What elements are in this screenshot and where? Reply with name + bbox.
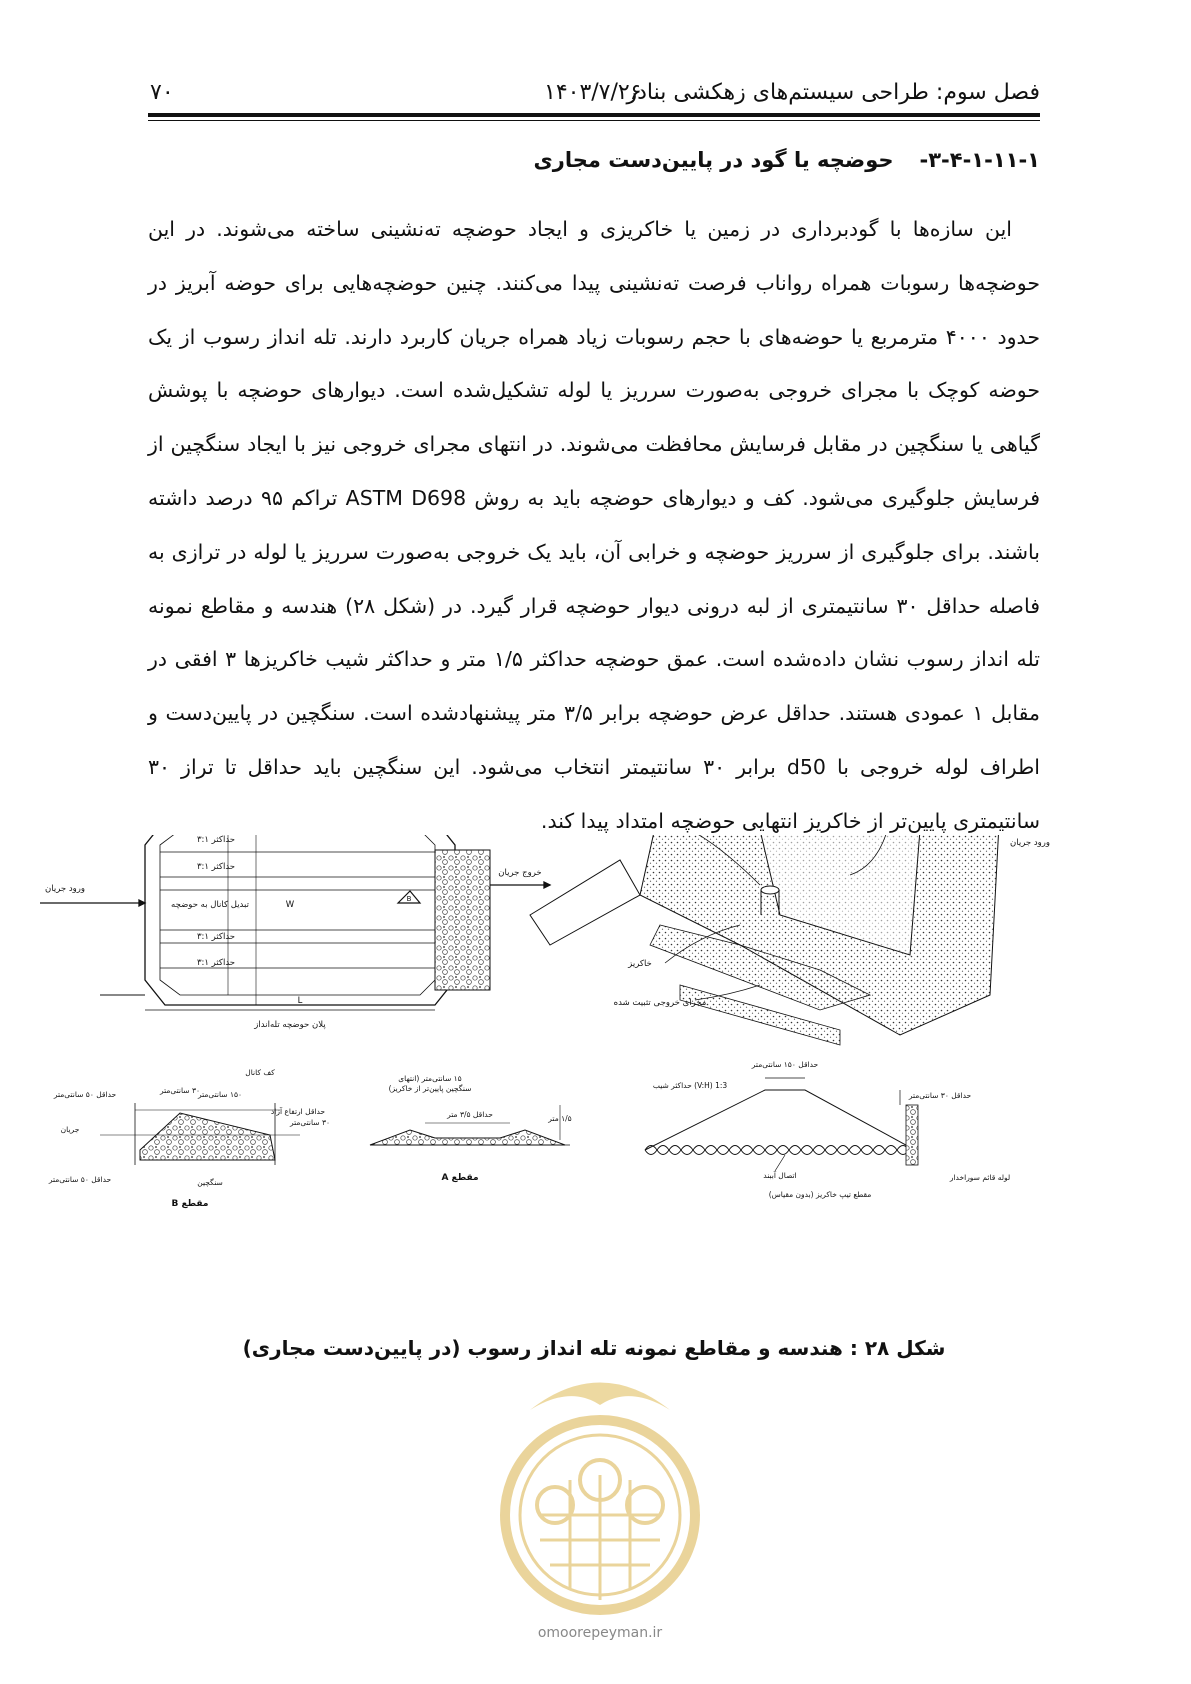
plan-w: W <box>285 900 295 910</box>
header-rule-thick <box>148 113 1040 117</box>
embankment-seal <box>645 1146 909 1155</box>
section-a-min-width: حداقل ۳/۵ متر <box>447 1110 493 1119</box>
figure-caption <box>148 1336 1040 1360</box>
section-b-free-height-value: ۳۰ سانتی‌متر <box>289 1118 331 1127</box>
embankment-labels <box>653 1060 1010 1199</box>
section-b-30cm: ۳۰ سانتی‌متر <box>159 1086 201 1095</box>
iso-stabilized-outlet-label: مجرای خروجی تثبیت شده <box>613 998 707 1008</box>
plan-l: L <box>297 996 303 1006</box>
caption-prefix: شکل ۲۸ : <box>842 1336 946 1360</box>
plan-outflow: خروج جریان <box>498 868 542 878</box>
plan-max-31-2: حداکثر ۳:۱ <box>196 862 236 872</box>
section-a-note2: سنگچین پایین‌تر از خاکریز) <box>388 1084 472 1093</box>
section-b-title: مقطع B <box>171 1199 209 1209</box>
plan-inner-outline <box>160 835 435 995</box>
perforated-riser-pipe <box>906 1105 918 1165</box>
section-a-note1: ۱۵ سانتی‌متر (انتهای <box>398 1074 462 1083</box>
plan-max-31-4: حداکثر ۳:۱ <box>196 958 236 968</box>
plan-channel-label: تبدیل کانال به حوضچه <box>171 900 249 910</box>
plan-max-31-1: حداکثر ۳:۱ <box>196 835 236 845</box>
watermark-logo <box>480 1365 720 1625</box>
caption-main: هندسه و مقاطع نمونه تله انداز رسوب <box>467 1336 843 1360</box>
plan-max-31-3: حداکثر ۳:۱ <box>196 932 236 942</box>
page-number: ۷۰ <box>150 80 174 105</box>
section-b-150cm: ۱۵۰ سانتی‌متر <box>197 1090 243 1099</box>
section-b-min-50-bottom: حداقل ۵۰ سانتی‌متر <box>48 1175 112 1184</box>
isometric-view <box>530 835 1000 1045</box>
plan-inflow: ورود جریان <box>45 884 85 894</box>
watermark-url: omoorepeyman.ir <box>537 1625 663 1641</box>
iso-pipe-icon <box>761 886 779 894</box>
figure-28 <box>40 835 1152 1330</box>
plan-marker-b: B <box>406 895 412 903</box>
plan-view <box>40 835 550 1010</box>
emb-min-30: حداقل ۳۰ سانتی‌متر <box>908 1091 972 1100</box>
page-header <box>148 72 1040 112</box>
emb-pipe: لوله قائم سوراخدار <box>949 1173 1011 1182</box>
iso-outlet-channel <box>530 860 640 945</box>
section-title: حوضچه یا گود در پایین‌دست مجاری <box>533 148 894 172</box>
body-paragraph <box>148 203 1040 849</box>
section-a-depth: ۱/۵ متر <box>548 1114 572 1123</box>
plan-outline <box>145 835 455 1005</box>
section-heading <box>534 148 1040 172</box>
section-number: ۳-۴-۱-۱۱-۱- <box>919 148 1040 172</box>
section-a-title: مقطع A <box>441 1173 479 1183</box>
emb-slope: 1:3 (V:H) حداکثر شیب <box>652 1081 728 1090</box>
section-a-labels <box>389 1074 572 1183</box>
watermark-seal-icon <box>480 1365 720 1625</box>
section-b-channel-bed: کف کانال <box>245 1068 275 1077</box>
section-b-flow: جریان <box>60 1125 80 1134</box>
section-b-riprap <box>140 1113 275 1160</box>
section-a-basin <box>370 1130 565 1145</box>
section-b-min-50-top: حداقل ۵۰ سانتی‌متر <box>53 1090 117 1099</box>
emb-min-150: حداقل ۱۵۰ سانتی‌متر <box>751 1060 819 1069</box>
iso-embankment: خاکریز <box>628 959 652 969</box>
emb-seal: اتصال آببند <box>763 1171 797 1180</box>
caption-suffix: (در پایین‌دست مجاری) <box>242 1336 468 1360</box>
plan-caption: پلان حوضچه تله‌انداز <box>254 1020 326 1030</box>
figure-drawing <box>40 835 1152 1330</box>
iso-inflow: ورود جریان <box>1010 838 1050 848</box>
section-b-free-height: حداقل ارتفاع آزاد <box>270 1107 326 1116</box>
header-rule-thin <box>148 120 1040 121</box>
plan-riprap <box>435 850 490 990</box>
body-text: این سازه‌ها با گودبرداری در زمین یا خاکریزی و ایجاد حوضچه ته‌نشینی ساخته می‌شوند. در این حوضچه‌ها رسوبات همراه رواناب فرصت ته‌نشینی پیدا می‌کنند. چنین حوضچه‌هایی برای حوضه آبریز در حدود ۴۰۰۰ مترمربع یا حوضه‌های با حجم رسوبات زیاد همراه جریان کاربرد دارند. تله انداز رسوب از یک حوضه کوچک با مجرای خروجی به‌صورت سرریز یا لوله تشکیل‌شده است. دیوارهای حوضچه با پوشش گیاهی یا سنگچین در مقابل فرسایش محافظت می‌شوند. در انتهای مجرای خروجی نیز با ایجاد سنگچین از فرسایش جلوگیری می‌شود. کف و دیوارهای حوضچه باید به روش ASTM D698 تراکم ۹۵ درصد داشته باشند. برای جلوگیری از سرریز حوضچه و خرابی آن، باید یک خروجی به‌صورت سرریز یا لوله در ترازی به فاصله حداقل ۳۰ سانتیمتری از لبه درونی دیوار حوضچه قرار گیرد. در (شکل ۲۸) هندسه و مقاطع نمونه تله انداز رسوب نشان داده‌شده است. عمق حوضچه حداکثر ۱/۵ متر و حداکثر شیب خاکریزها ۳ افقی در مقابل ۱ عمودی هستند. حداقل عرض حوضچه برابر ۳/۵ متر پیشنهادشده است. سنگچین در پایین‌دست و اطراف لوله خروجی با d50 برابر ۳۰ سانتیمتر انتخاب می‌شود. این سنگچین باید حداقل تا تراز ۳۰ سانتیمتری پایین‌تر از خاکریز انتهایی حوضچه امتداد پیدا کند. <box>148 217 1041 833</box>
section-b-riprap-label: سنگچین <box>197 1178 223 1187</box>
embankment-section <box>645 1078 918 1171</box>
emb-title: مقطع تیپ خاکریز (بدون مقیاس) <box>768 1190 872 1199</box>
header-date: ۱۴۰۳/۷/۲۶ <box>544 80 642 105</box>
chapter-title: فصل سوم: طراحی سیستم‌های زهکشی بنادر <box>626 80 1040 105</box>
